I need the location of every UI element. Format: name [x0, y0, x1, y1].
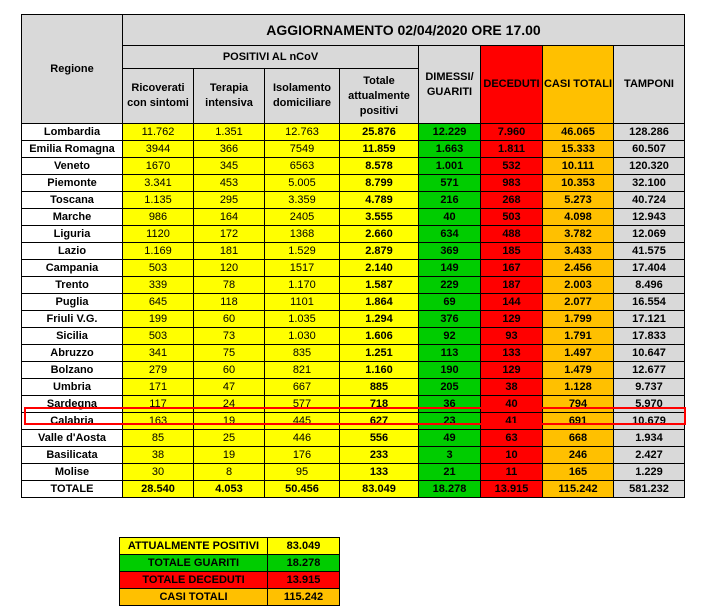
cell-tamponi: 581.232 [614, 481, 685, 498]
table-row [22, 226, 685, 243]
cell-casi: 1.791 [543, 328, 614, 345]
cell-casi: 3.433 [543, 243, 614, 260]
cell-totale: 718 [340, 396, 419, 413]
cell-tamponi: 9.737 [614, 379, 685, 396]
cell-dimessi: 369 [419, 243, 481, 260]
totals-label: TOTALE [22, 481, 123, 498]
cell-terapia: 172 [194, 226, 265, 243]
cell-deceduti: 185 [481, 243, 543, 260]
cell-deceduti: 10 [481, 447, 543, 464]
table-row [22, 277, 685, 294]
cell-terapia: 19 [194, 413, 265, 430]
cell-totale: 556 [340, 430, 419, 447]
cell-casi: 115.242 [543, 481, 614, 498]
cell-casi: 246 [543, 447, 614, 464]
cell-totale: 1.864 [340, 294, 419, 311]
cell-tamponi: 8.496 [614, 277, 685, 294]
summary-row [120, 572, 340, 589]
table-row [22, 192, 685, 209]
cell-ricoverati: 3944 [123, 141, 194, 158]
cell-casi: 2.003 [543, 277, 614, 294]
cell-totale: 2.879 [340, 243, 419, 260]
cell-isolamento: 667 [265, 379, 340, 396]
cell-isolamento: 1.170 [265, 277, 340, 294]
cell-totale: 8.578 [340, 158, 419, 175]
cell-casi: 691 [543, 413, 614, 430]
region-name: Toscana [22, 192, 123, 209]
table-row [22, 124, 685, 141]
cell-tamponi: 16.554 [614, 294, 685, 311]
table-row [22, 362, 685, 379]
region-name: Marche [22, 209, 123, 226]
cell-ricoverati: 1120 [123, 226, 194, 243]
cell-deceduti: 983 [481, 175, 543, 192]
cell-deceduti: 1.811 [481, 141, 543, 158]
cell-isolamento: 1.030 [265, 328, 340, 345]
cell-dimessi: 113 [419, 345, 481, 362]
summary-value: 18.278 [268, 555, 340, 572]
cell-dimessi: 21 [419, 464, 481, 481]
cell-ricoverati: 986 [123, 209, 194, 226]
cell-casi: 4.098 [543, 209, 614, 226]
totals-row [22, 481, 685, 498]
cell-terapia: 60 [194, 362, 265, 379]
cell-tamponi: 128.286 [614, 124, 685, 141]
table-row [22, 175, 685, 192]
cell-totale: 2.660 [340, 226, 419, 243]
cell-ricoverati: 503 [123, 260, 194, 277]
cell-deceduti: 13.915 [481, 481, 543, 498]
table-row [22, 464, 685, 481]
cell-casi: 1.128 [543, 379, 614, 396]
cell-tamponi: 17.121 [614, 311, 685, 328]
region-name: Valle d'Aosta [22, 430, 123, 447]
summary-label: ATTUALMENTE POSITIVI [120, 538, 268, 555]
cell-terapia: 164 [194, 209, 265, 226]
region-name: Lombardia [22, 124, 123, 141]
summary-row [120, 555, 340, 572]
cell-tamponi: 40.724 [614, 192, 685, 209]
cell-dimessi: 229 [419, 277, 481, 294]
cell-deceduti: 129 [481, 311, 543, 328]
cell-dimessi: 1.663 [419, 141, 481, 158]
cell-totale: 1.294 [340, 311, 419, 328]
region-name: Bolzano [22, 362, 123, 379]
cell-isolamento: 445 [265, 413, 340, 430]
summary-label: CASI TOTALI [120, 589, 268, 606]
cell-terapia: 366 [194, 141, 265, 158]
region-name: Sicilia [22, 328, 123, 345]
cell-terapia: 24 [194, 396, 265, 413]
cell-terapia: 1.351 [194, 124, 265, 141]
header-casi-totali: CASI TOTALI [543, 46, 614, 124]
header-ricoverati: Ricoverati con sintomi [123, 69, 194, 124]
cell-isolamento: 835 [265, 345, 340, 362]
cell-dimessi: 376 [419, 311, 481, 328]
region-name: Piemonte [22, 175, 123, 192]
cell-deceduti: 167 [481, 260, 543, 277]
cell-dimessi: 12.229 [419, 124, 481, 141]
covid-data-table [21, 14, 685, 498]
cell-tamponi: 41.575 [614, 243, 685, 260]
cell-isolamento: 50.456 [265, 481, 340, 498]
cell-isolamento: 2405 [265, 209, 340, 226]
cell-dimessi: 216 [419, 192, 481, 209]
region-name: Molise [22, 464, 123, 481]
cell-deceduti: 488 [481, 226, 543, 243]
cell-casi: 3.782 [543, 226, 614, 243]
cell-terapia: 73 [194, 328, 265, 345]
cell-terapia: 8 [194, 464, 265, 481]
cell-deceduti: 129 [481, 362, 543, 379]
header-tamponi: TAMPONI [614, 46, 685, 124]
cell-casi: 2.077 [543, 294, 614, 311]
cell-deceduti: 187 [481, 277, 543, 294]
cell-terapia: 453 [194, 175, 265, 192]
table-row [22, 294, 685, 311]
summary-label: TOTALE DECEDUTI [120, 572, 268, 589]
cell-tamponi: 12.943 [614, 209, 685, 226]
cell-tamponi: 10.679 [614, 413, 685, 430]
cell-deceduti: 41 [481, 413, 543, 430]
cell-dimessi: 149 [419, 260, 481, 277]
cell-ricoverati: 1.169 [123, 243, 194, 260]
cell-dimessi: 634 [419, 226, 481, 243]
summary-table [119, 537, 340, 606]
cell-totale: 1.606 [340, 328, 419, 345]
header-totale-positivi: Totale attualmente positivi [340, 69, 419, 124]
header-dimessi: DIMESSI/ GUARITI [419, 46, 481, 124]
cell-dimessi: 1.001 [419, 158, 481, 175]
cell-deceduti: 133 [481, 345, 543, 362]
cell-totale: 233 [340, 447, 419, 464]
header-isolamento: Isolamento domiciliare [265, 69, 340, 124]
cell-casi: 165 [543, 464, 614, 481]
cell-terapia: 60 [194, 311, 265, 328]
cell-ricoverati: 163 [123, 413, 194, 430]
cell-ricoverati: 30 [123, 464, 194, 481]
cell-terapia: 75 [194, 345, 265, 362]
cell-totale: 1.251 [340, 345, 419, 362]
cell-dimessi: 69 [419, 294, 481, 311]
cell-tamponi: 1.229 [614, 464, 685, 481]
table-row [22, 158, 685, 175]
cell-isolamento: 5.005 [265, 175, 340, 192]
cell-isolamento: 446 [265, 430, 340, 447]
cell-dimessi: 36 [419, 396, 481, 413]
cell-deceduti: 38 [481, 379, 543, 396]
cell-tamponi: 12.677 [614, 362, 685, 379]
cell-casi: 46.065 [543, 124, 614, 141]
cell-tamponi: 60.507 [614, 141, 685, 158]
table-row [22, 379, 685, 396]
region-name: Puglia [22, 294, 123, 311]
table-row [22, 413, 685, 430]
cell-ricoverati: 117 [123, 396, 194, 413]
cell-totale: 3.555 [340, 209, 419, 226]
cell-deceduti: 7.960 [481, 124, 543, 141]
cell-ricoverati: 341 [123, 345, 194, 362]
cell-isolamento: 7549 [265, 141, 340, 158]
cell-casi: 10.111 [543, 158, 614, 175]
cell-totale: 2.140 [340, 260, 419, 277]
cell-totale: 25.876 [340, 124, 419, 141]
cell-casi: 668 [543, 430, 614, 447]
cell-dimessi: 23 [419, 413, 481, 430]
region-name: Umbria [22, 379, 123, 396]
cell-deceduti: 503 [481, 209, 543, 226]
table-row [22, 260, 685, 277]
cell-isolamento: 1517 [265, 260, 340, 277]
cell-casi: 15.333 [543, 141, 614, 158]
cell-isolamento: 577 [265, 396, 340, 413]
cell-casi: 794 [543, 396, 614, 413]
cell-isolamento: 176 [265, 447, 340, 464]
cell-ricoverati: 339 [123, 277, 194, 294]
cell-ricoverati: 28.540 [123, 481, 194, 498]
region-name: Abruzzo [22, 345, 123, 362]
cell-isolamento: 1.529 [265, 243, 340, 260]
cell-deceduti: 532 [481, 158, 543, 175]
summary-value: 13.915 [268, 572, 340, 589]
summary-row [120, 538, 340, 555]
cell-totale: 83.049 [340, 481, 419, 498]
table-row [22, 430, 685, 447]
cell-deceduti: 144 [481, 294, 543, 311]
cell-ricoverati: 85 [123, 430, 194, 447]
cell-ricoverati: 645 [123, 294, 194, 311]
cell-casi: 2.456 [543, 260, 614, 277]
cell-ricoverati: 171 [123, 379, 194, 396]
cell-totale: 133 [340, 464, 419, 481]
cell-dimessi: 3 [419, 447, 481, 464]
cell-deceduti: 40 [481, 396, 543, 413]
region-name: Campania [22, 260, 123, 277]
region-name: Sardegna [22, 396, 123, 413]
cell-totale: 1.587 [340, 277, 419, 294]
table-body [22, 15, 685, 498]
cell-casi: 1.479 [543, 362, 614, 379]
cell-tamponi: 32.100 [614, 175, 685, 192]
cell-deceduti: 63 [481, 430, 543, 447]
summary-row [120, 589, 340, 606]
table-row [22, 328, 685, 345]
region-name: Lazio [22, 243, 123, 260]
header-deceduti: DECEDUTI [481, 46, 543, 124]
region-name: Veneto [22, 158, 123, 175]
cell-isolamento: 1368 [265, 226, 340, 243]
page-title: AGGIORNAMENTO 02/04/2020 ORE 17.00 [123, 15, 685, 46]
cell-isolamento: 3.359 [265, 192, 340, 209]
cell-ricoverati: 38 [123, 447, 194, 464]
cell-tamponi: 12.069 [614, 226, 685, 243]
cell-isolamento: 821 [265, 362, 340, 379]
cell-tamponi: 120.320 [614, 158, 685, 175]
cell-dimessi: 571 [419, 175, 481, 192]
region-name: Trento [22, 277, 123, 294]
cell-isolamento: 6563 [265, 158, 340, 175]
summary-value: 83.049 [268, 538, 340, 555]
header-terapia: Terapia intensiva [194, 69, 265, 124]
cell-isolamento: 1101 [265, 294, 340, 311]
cell-terapia: 47 [194, 379, 265, 396]
cell-ricoverati: 199 [123, 311, 194, 328]
cell-terapia: 295 [194, 192, 265, 209]
cell-isolamento: 12.763 [265, 124, 340, 141]
region-name: Calabria [22, 413, 123, 430]
table-row [22, 141, 685, 158]
cell-tamponi: 10.647 [614, 345, 685, 362]
cell-totale: 627 [340, 413, 419, 430]
cell-terapia: 19 [194, 447, 265, 464]
cell-ricoverati: 279 [123, 362, 194, 379]
cell-ricoverati: 3.341 [123, 175, 194, 192]
cell-isolamento: 95 [265, 464, 340, 481]
table-row [22, 209, 685, 226]
header-regione: Regione [22, 15, 123, 124]
table-row [22, 311, 685, 328]
table-row [22, 345, 685, 362]
cell-casi: 1.497 [543, 345, 614, 362]
cell-deceduti: 11 [481, 464, 543, 481]
region-name: Emilia Romagna [22, 141, 123, 158]
cell-tamponi: 17.833 [614, 328, 685, 345]
header-positivi: POSITIVI AL nCoV [123, 46, 419, 69]
cell-dimessi: 18.278 [419, 481, 481, 498]
cell-totale: 885 [340, 379, 419, 396]
cell-casi: 5.273 [543, 192, 614, 209]
cell-tamponi: 5.970 [614, 396, 685, 413]
table-row [22, 447, 685, 464]
cell-totale: 4.789 [340, 192, 419, 209]
cell-terapia: 181 [194, 243, 265, 260]
cell-dimessi: 49 [419, 430, 481, 447]
cell-terapia: 25 [194, 430, 265, 447]
cell-tamponi: 17.404 [614, 260, 685, 277]
summary-label: TOTALE GUARITI [120, 555, 268, 572]
cell-tamponi: 1.934 [614, 430, 685, 447]
cell-isolamento: 1.035 [265, 311, 340, 328]
cell-casi: 1.799 [543, 311, 614, 328]
region-name: Basilicata [22, 447, 123, 464]
cell-terapia: 345 [194, 158, 265, 175]
table-row [22, 243, 685, 260]
table-row [22, 396, 685, 413]
cell-terapia: 120 [194, 260, 265, 277]
cell-casi: 10.353 [543, 175, 614, 192]
cell-terapia: 4.053 [194, 481, 265, 498]
cell-terapia: 118 [194, 294, 265, 311]
region-name: Friuli V.G. [22, 311, 123, 328]
region-name: Liguria [22, 226, 123, 243]
cell-ricoverati: 1670 [123, 158, 194, 175]
summary-value: 115.242 [268, 589, 340, 606]
cell-dimessi: 205 [419, 379, 481, 396]
cell-dimessi: 92 [419, 328, 481, 345]
cell-terapia: 78 [194, 277, 265, 294]
cell-deceduti: 93 [481, 328, 543, 345]
cell-dimessi: 40 [419, 209, 481, 226]
cell-ricoverati: 1.135 [123, 192, 194, 209]
cell-totale: 11.859 [340, 141, 419, 158]
cell-totale: 8.799 [340, 175, 419, 192]
cell-totale: 1.160 [340, 362, 419, 379]
cell-tamponi: 2.427 [614, 447, 685, 464]
cell-ricoverati: 11.762 [123, 124, 194, 141]
cell-dimessi: 190 [419, 362, 481, 379]
cell-deceduti: 268 [481, 192, 543, 209]
cell-ricoverati: 503 [123, 328, 194, 345]
